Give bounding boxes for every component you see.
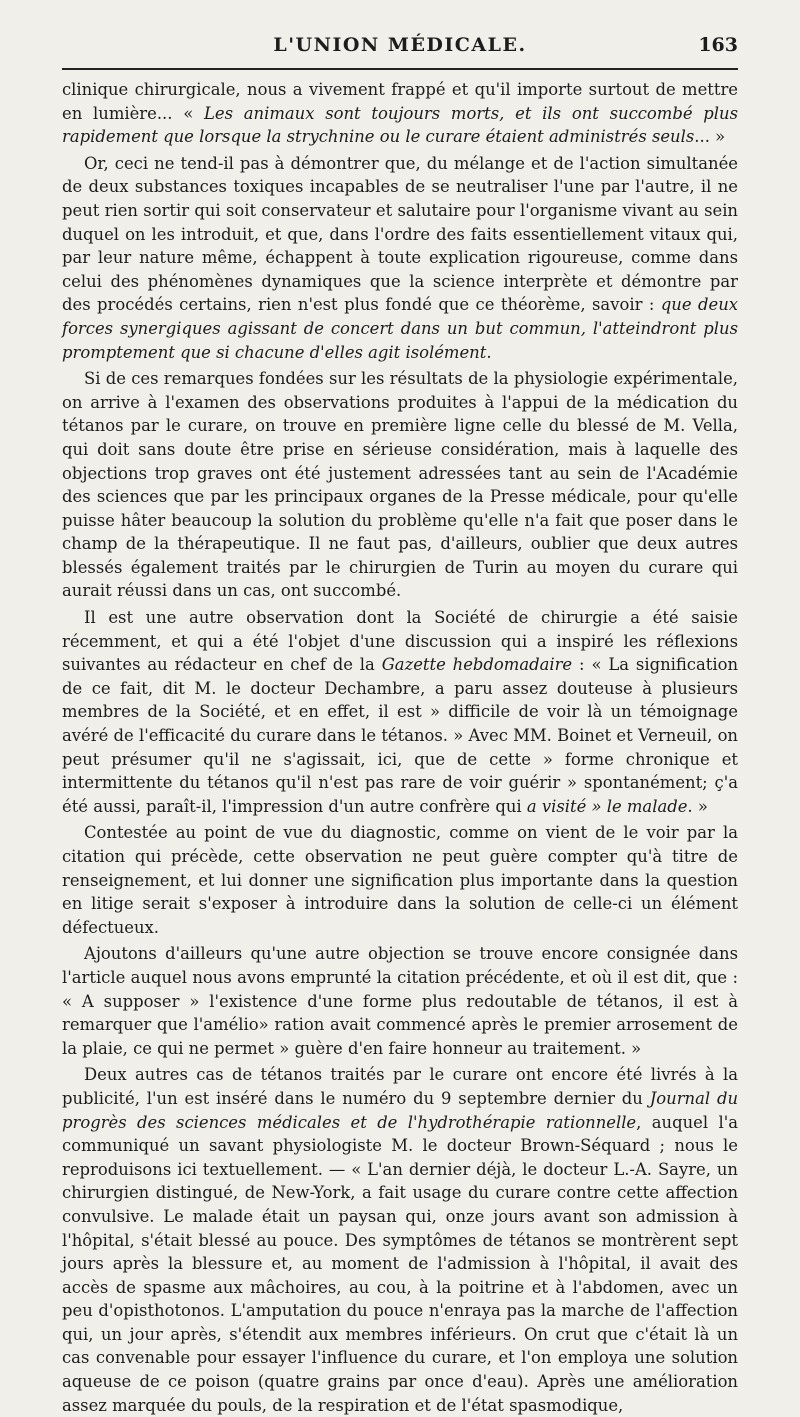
text-run: : « La signification de ce fait, dit M. le docteur Dechambre, a paru assez douteuse à plusieurs membres de la Société, et en effet, il est » difficile de voir là un témoignage avéré de l'efficacité du curare dans le tétanos. » Avec MM. Boinet et Verneuil, on peut présumer qu'il ne s'agissait, ici, que de cette » forme chronique et intermittente du tétanos qu'il n'est pas rare de voir guérir » spontanément; ç'a été aussi, paraît-il, l'impression d'un autre confrère qui [62,655,738,816]
text-run: Il est une autre observation dont la Société de chirurgie a été saisie récemment, et qui a été l'objet d'une discussion qui a inspiré les réflexions suivantes au rédacteur en chef de la [62,608,738,675]
paragraph [62,1063,738,1417]
italic-text: Les animaux sont toujours morts, et ils ont succombé plus rapidement que lorsque la strychnine ou le curare étaient administrés seuls [62,103,738,147]
page-number: 163 [698,34,738,56]
text-run: . » [687,796,708,816]
italic-text: a visité » le malade [526,796,688,816]
italic-text: que deux forces synergiques agissant de concert dans un but commun, l'atteindront plus promptement que si chacune d'elles agit isolément [62,295,738,362]
body-text [62,78,738,1417]
header-rule [62,68,738,70]
paragraph [62,942,738,1060]
text-run: clinique chirurgicale, nous a vivement frappé et qu'il importe surtout de mettre en lumière... « [62,80,738,123]
paragraph [62,367,738,603]
paragraph [62,152,738,364]
text-run: Si de ces remarques fondées sur les résultats de la physiologie expérimentale, on arrive à l'examen des observations produites à l'appui de la médication du tétanos par le curare, on trouve en première ligne celle du blessé de M. Vella, qui doit sans doute être prise en sérieuse considération, mais à laquelle des objections trop graves ont été justement adressées tant au sein de l'Académie des sciences que par les principaux organes de la Presse médicale, pour qu'elle puisse hâter beaucoup la solution du problème qu'elle n'a fait que poser dans le champ de la thérapeutique. Il ne faut pas, d'ailleurs, oublier que deux autres blessés également traités par le chirurgien de Turin au moyen du curare qui aurait réussi dans un cas, ont succombé. [62,369,738,601]
text-run: Contestée au point de vue du diagnostic, comme on vient de le voir par la citation qui précède, cette observation ne peut guère compter qu'à titre de renseignement, et lui donner une signification plus importante dans la question en litige serait s'exposer à introduire dans la solution de celle-ci un élément défectueux. [62,823,738,937]
running-title: L'UNION MÉDICALE. [273,34,527,56]
text-run: ... » [694,127,726,147]
text-run: Ajoutons d'ailleurs qu'une autre objection se trouve encore consignée dans l'article auquel nous avons emprunté la citation précédente, et où il est dit, que : « A supposer » l'existence d'une forme plus redoutable de tétanos, il est à remarquer que l'amélio» ration avait commencé après le premier arrosement de la plaie, ce qui ne permet » guère d'en faire honneur au traitement. » [62,944,738,1058]
text-run: Or, ceci ne tend-il pas à démontrer que, du mélange et de l'action simultanée de deux substances toxiques incapables de se neutraliser l'une par l'autre, il ne peut rien sortir qui soit conservateur et salutaire pour l'organisme vivant au sein duquel on les introduit, et que, dans l'ordre des faits essentiellement vitaux qui, par leur nature même, échappent à toute explication rigoureuse, comme dans celui des phénomènes dynamiques que la science interprète et démontre par des procédés certains, rien n'est plus fondé que ce théorème, savoir : [62,153,738,315]
italic-text: Journal du progrès des sciences médicales et de l'hydrothérapie rationnelle [62,1088,738,1132]
paragraph [62,606,738,818]
page-header [62,34,738,64]
text-run: Deux autres cas de tétanos traités par le curare ont encore été livrés à la publicité, l'un est inséré dans le numéro du 9 septembre dernier du [62,1065,738,1108]
text-run: , auquel l'a communiqué un savant physiologiste M. le docteur Brown-Séquard ; nous le reproduisons ici textuellement. — « L'an dernier déjà, le docteur L.-A. Sayre, un chirurgien distingué, de New-York, a fait usage du curare contre cette affection convulsive. Le malade était un paysan qui, onze jours avant son admission à l'hôpital, s'était blessé au pouce. Des symptômes de tétanos se montrèrent sept jours après la blessure et, au moment de l'admission à l'hôpital, il avait des accès de spasme aux mâchoires, au cou, à la poitrine et à l'abdomen, avec un peu d'opisthotonos. L'amputation du pouce n'enraya pas la marche de l'affection qui, un jour après, s'étendit aux membres inférieurs. On crut que c'était là un cas convenable pour essayer l'influence du curare, et l'on employa une solution aqueuse de ce poison (quatre grains par once d'eau). Après une amélioration assez marquée du pouls, de la respiration et de l'état spasmodique, [62,1112,738,1415]
text-run: . [486,342,492,362]
italic-text: Gazette hebdomadaire [381,655,573,675]
paragraph [62,821,738,939]
paragraph [62,78,738,149]
